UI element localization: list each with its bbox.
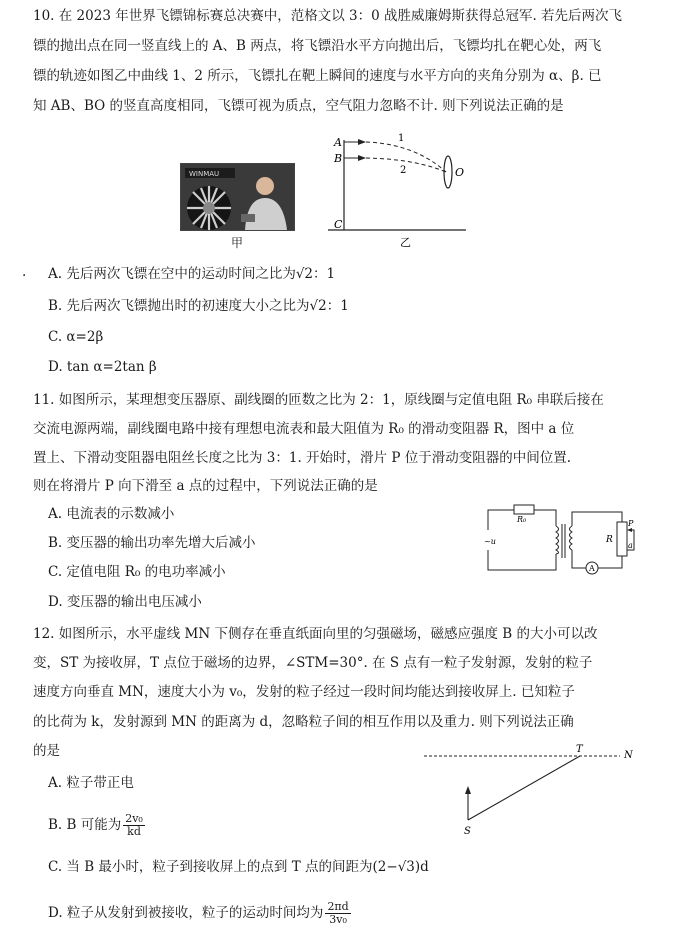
q12-line-4: 的比荷为 k，发射源到 MN 的距离为 d，忽略粒子间的相互作用以及重力. 则下列说法正确 — [33, 714, 574, 730]
q10-line-2: 镖的抛出点在同一竖直线上的 A、B 两点，将飞镖沿水平方向抛出后，飞镖均扎在靶心处，两飞 — [33, 38, 602, 54]
q12-option-d-denominator: 3v₀ — [329, 913, 347, 926]
label-C: C — [334, 218, 343, 231]
q11-option-b: B. 变压器的输出功率先增大后减小 — [48, 535, 256, 551]
label-S: S — [464, 826, 471, 837]
q11-option-a: A. 电流表的示数减小 — [48, 506, 175, 522]
q11-option-d: D. 变压器的输出电压减小 — [48, 594, 202, 610]
q12-option-b — [48, 810, 147, 840]
q11-line-2: 交流电源两端，副线圈电路中接有理想电流表和最大阻值为 R₀ 的滑动变阻器 R，图中 a 位 — [33, 421, 575, 437]
stray-dot: . — [22, 264, 27, 280]
banner-text: WINMAU — [189, 170, 220, 178]
dart-photo-jia — [180, 163, 295, 231]
q12-line-5: 的是 — [33, 743, 60, 759]
label-P: P — [628, 519, 634, 528]
q11-line-1: 11. 如图所示，某理想变压器原、副线圈的匝数之比为 2：1，原线圈与定值电阻 R₀ 串联后接在 — [33, 392, 604, 408]
label-O: O — [455, 166, 465, 179]
q10-option-c: C. α=2β — [48, 329, 104, 345]
label-u: ~u — [484, 537, 496, 546]
label-R: R — [606, 535, 613, 545]
q10-option-b: B. 先后两次飞镖抛出时的初速度大小之比为√2：1 — [48, 298, 349, 314]
q10-option-d: D. tan α=2tan β — [48, 359, 157, 375]
q12-option-b-numerator: 2v₀ — [125, 812, 143, 825]
fig-yi-caption: 乙 — [400, 236, 411, 249]
fig-yi-dart-trajectory — [320, 132, 470, 252]
q12-option-b-prefix: B. B 可能为 — [48, 817, 122, 833]
q10-line-1: 10. 在 2023 年世界飞镖锦标赛总决赛中，范格文以 3：0 战胜威廉姆斯获得总冠军. 若先后两次飞 — [33, 8, 623, 24]
q10-line-4: 知 AB、BO 的竖直高度相同，飞镖可视为质点，空气阻力忽略不计. 则下列说法正确的是 — [33, 98, 564, 114]
curve-1-label: 1 — [398, 133, 405, 144]
label-A: A — [334, 136, 342, 149]
label-T: T — [576, 744, 583, 755]
q12-option-b-fraction — [123, 813, 145, 838]
q10-line-3: 镖的轨迹如图乙中曲线 1、2 所示，飞镖扎在靶上瞬间的速度与水平方向的夹角分别为 α、β. 已 — [33, 68, 602, 84]
label-B: B — [334, 152, 343, 165]
q12-option-a: A. 粒子带正电 — [48, 775, 134, 791]
fig-transformer-circuit — [482, 500, 644, 582]
q10-option-a: A. 先后两次飞镖在空中的运动时间之比为√2：1 — [48, 266, 336, 282]
q12-line-1: 12. 如图所示，水平虚线 MN 下侧存在垂直纸面向里的匀强磁场，磁感应强度 B 的大小可以改 — [33, 626, 598, 642]
q12-option-b-denominator: kd — [127, 825, 141, 838]
dartboard-image — [181, 164, 294, 230]
fig-magnetic-field — [420, 740, 640, 840]
ammeter-label: A — [589, 564, 595, 573]
fig-jia-caption: 甲 — [231, 236, 244, 250]
q12-option-d — [48, 898, 353, 928]
label-R0: R₀ — [517, 515, 527, 524]
q12-option-d-prefix: D. 粒子从发射到被接收，粒子的运动时间均为 — [48, 905, 324, 921]
q12-option-c: C. 当 B 最小时，粒子到接收屏上的点到 T 点的间距为(2−√3)d — [48, 859, 429, 875]
curve-2-label: 2 — [400, 165, 407, 176]
q11-line-4: 则在将滑片 P 向下滑至 a 点的过程中，下列说法正确的是 — [33, 478, 378, 494]
q12-line-3: 速度方向垂直 MN，速度大小为 v₀，发射的粒子经过一段时间均能达到接收屏上. 已知粒子 — [33, 684, 575, 700]
q11-line-3: 置上、下滑动变阻器电阻丝长度之比为 3：1. 开始时，滑片 P 位于滑动变阻器的中间位置. — [33, 450, 572, 466]
q12-option-d-fraction — [325, 901, 350, 926]
q12-option-d-numerator: 2πd — [327, 900, 349, 913]
q12-line-2: 变，ST 为接收屏，T 点位于磁场的边界，∠STM=30°. 在 S 点有一粒子发射源，发射的粒子 — [33, 655, 593, 671]
label-N: N — [624, 750, 633, 761]
q11-option-c: C. 定值电阻 R₀ 的电功率减小 — [48, 564, 226, 580]
label-a: a — [628, 541, 633, 550]
